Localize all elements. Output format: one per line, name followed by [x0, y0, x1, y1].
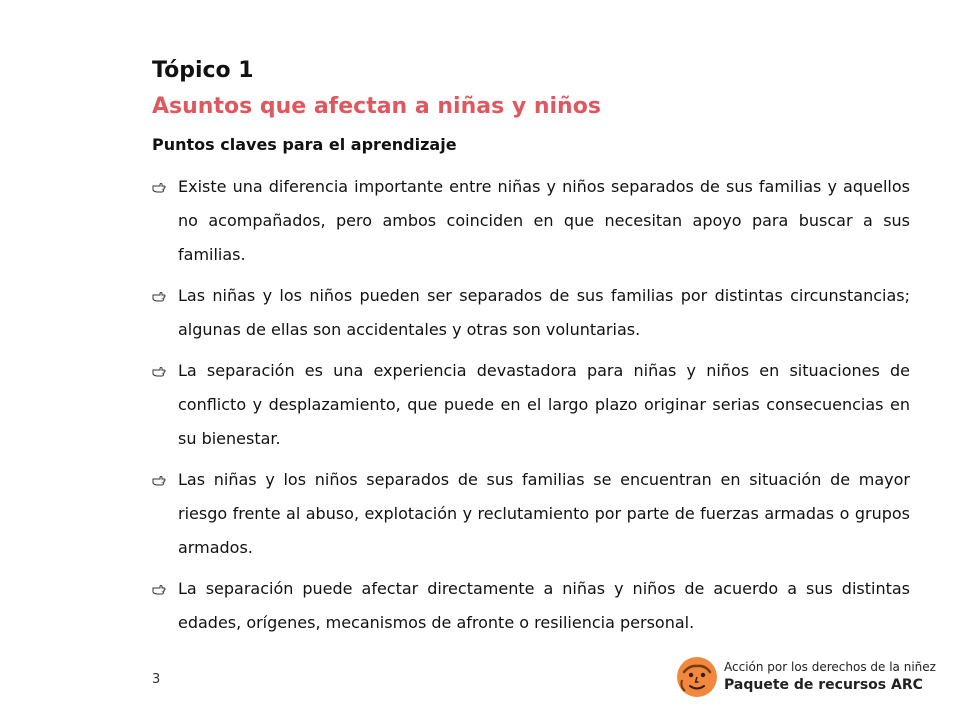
key-point-text: La separación es una experiencia devastadora para niñas y niños en situaciones de conflicto y desplazamiento, que puede en el largo plazo originar serias consecuencias en su bienestar.	[178, 361, 910, 448]
key-point	[152, 170, 910, 272]
pointing-hand-icon	[152, 289, 166, 303]
pointing-hand-icon	[152, 582, 166, 596]
section-heading: Puntos claves para el aprendizaje	[152, 135, 457, 154]
key-points-list	[152, 170, 910, 647]
topic-label: Tópico 1	[152, 58, 254, 83]
topic-subtitle: Asuntos que afectan a niñas y niños	[152, 94, 601, 119]
key-point-text: Existe una diferencia importante entre niñas y niños separados de sus familias y aquellos no acompañados, pero ambos coinciden en que necesitan apoyo para buscar a sus familias.	[178, 177, 910, 264]
arc-logo	[676, 652, 936, 702]
arc-face-logo-icon	[676, 656, 718, 698]
key-point	[152, 354, 910, 456]
pointing-hand-icon	[152, 364, 166, 378]
key-point	[152, 279, 910, 347]
key-point	[152, 463, 910, 565]
logo-tagline: Acción por los derechos de la niñez	[724, 660, 936, 674]
pointing-hand-icon	[152, 180, 166, 194]
key-point-text: La separación puede afectar directamente a niñas y niños de acuerdo a sus distintas edades, orígenes, mecanismos de afronte o resiliencia personal.	[178, 579, 910, 632]
key-point-text: Las niñas y los niños separados de sus familias se encuentran en situación de mayor riesgo frente al abuso, explotación y reclutamiento por parte de fuerzas armadas o grupos armados.	[178, 470, 910, 557]
logo-title: Paquete de recursos ARC	[724, 677, 923, 693]
pointing-hand-icon	[152, 473, 166, 487]
key-point-text: Las niñas y los niños pueden ser separados de sus familias por distintas circunstancias; algunas de ellas son accidentales y otras son voluntarias.	[178, 286, 910, 339]
page-number: 3	[152, 672, 161, 687]
key-point	[152, 572, 910, 640]
